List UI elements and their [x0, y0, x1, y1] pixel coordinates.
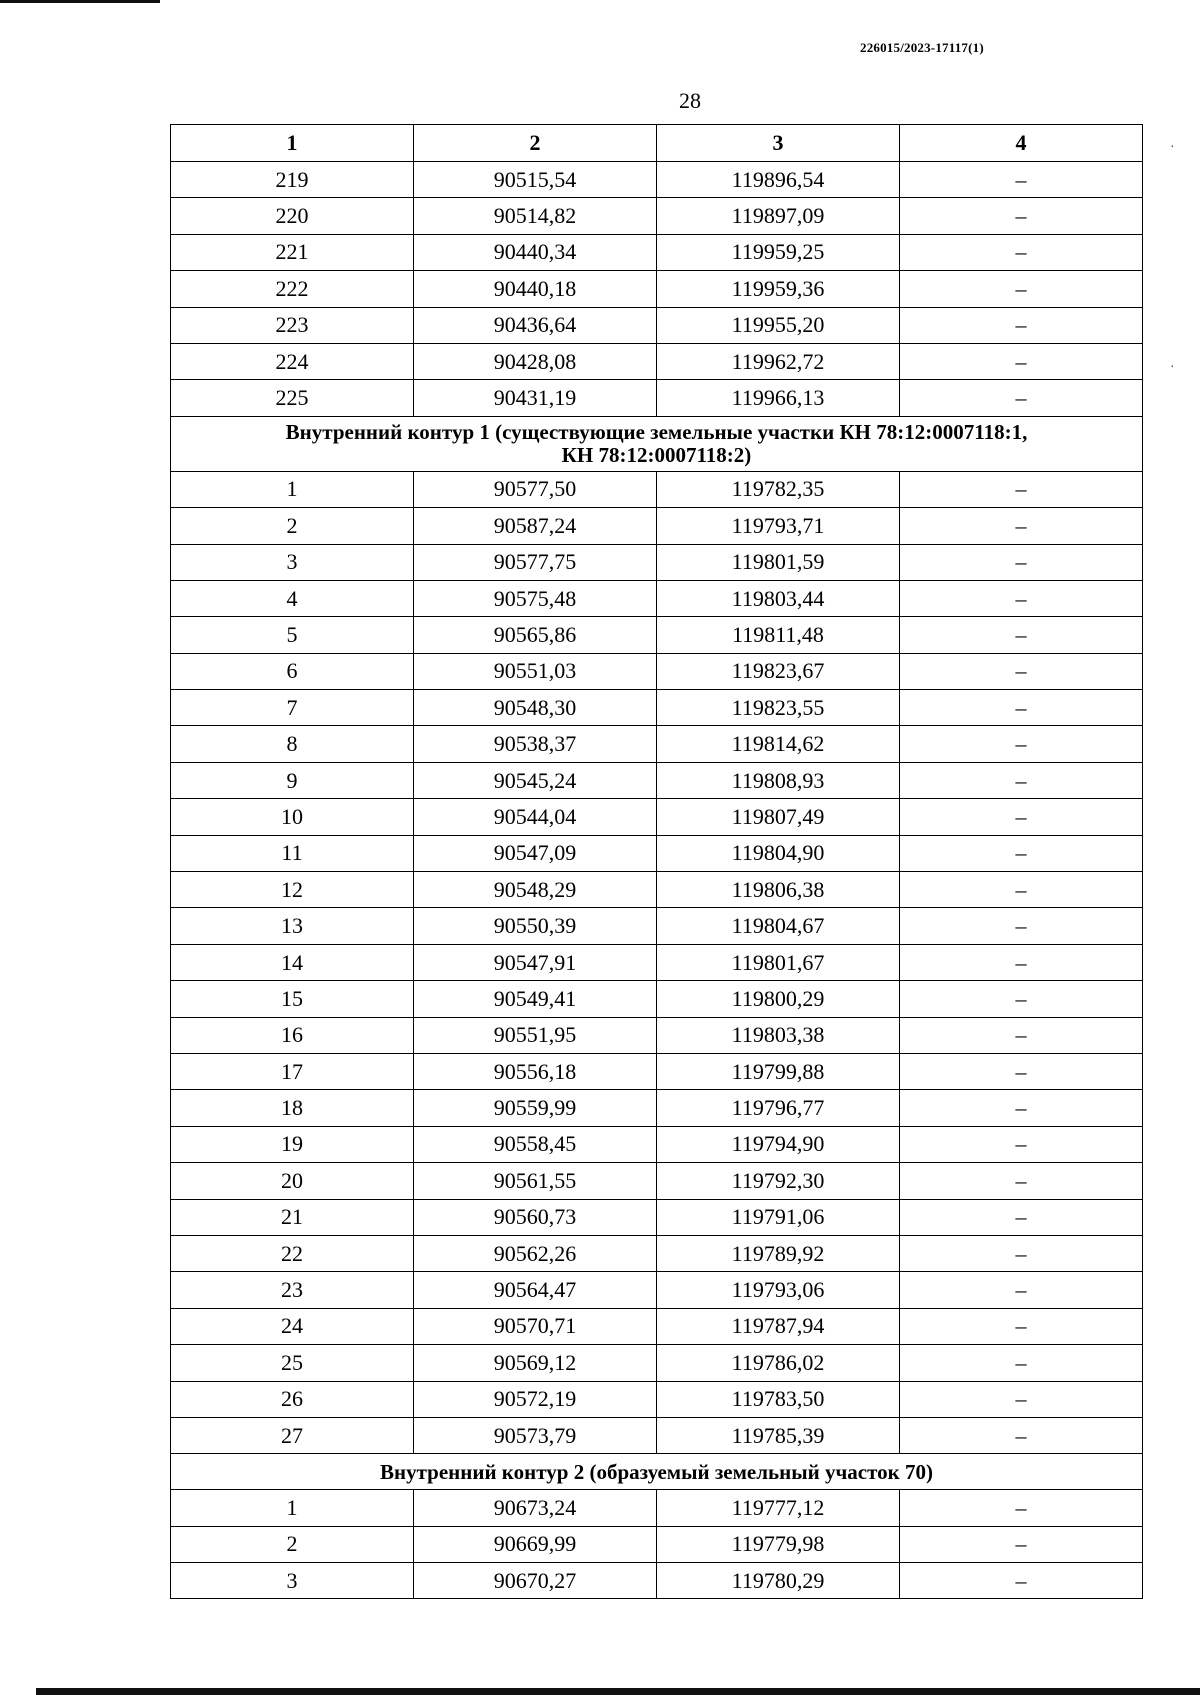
note-cell: – — [900, 872, 1143, 908]
x-coordinate-cell: 90436,64 — [414, 307, 657, 343]
y-coordinate-cell: 119801,59 — [657, 544, 900, 580]
y-coordinate-cell: 119811,48 — [657, 617, 900, 653]
table-row — [171, 617, 1143, 653]
note-cell: – — [900, 198, 1143, 234]
x-coordinate-cell: 90550,39 — [414, 908, 657, 944]
note-cell: – — [900, 1345, 1143, 1381]
note-cell: – — [900, 617, 1143, 653]
note-cell: – — [900, 343, 1143, 379]
x-coordinate-cell: 90560,73 — [414, 1199, 657, 1235]
y-coordinate-cell: 119782,35 — [657, 471, 900, 507]
table-row — [171, 271, 1143, 307]
note-cell: – — [900, 1017, 1143, 1053]
point-number-cell: 6 — [171, 653, 414, 689]
x-coordinate-cell: 90573,79 — [414, 1417, 657, 1453]
x-coordinate-cell: 90558,45 — [414, 1126, 657, 1162]
note-cell: – — [900, 762, 1143, 798]
point-number-cell: 23 — [171, 1272, 414, 1308]
x-coordinate-cell: 90669,99 — [414, 1526, 657, 1562]
note-cell: – — [900, 580, 1143, 616]
margin-dot: · — [1170, 360, 1175, 375]
point-number-cell: 22 — [171, 1235, 414, 1271]
x-coordinate-cell: 90561,55 — [414, 1163, 657, 1199]
x-coordinate-cell: 90440,18 — [414, 271, 657, 307]
y-coordinate-cell: 119791,06 — [657, 1199, 900, 1235]
table-row — [171, 234, 1143, 270]
table-row — [171, 872, 1143, 908]
point-number-cell: 222 — [171, 271, 414, 307]
note-cell: – — [900, 1417, 1143, 1453]
point-number-cell: 26 — [171, 1381, 414, 1417]
table-row — [171, 1017, 1143, 1053]
point-number-cell: 8 — [171, 726, 414, 762]
y-coordinate-cell: 119792,30 — [657, 1163, 900, 1199]
point-number-cell: 12 — [171, 872, 414, 908]
point-number-cell: 5 — [171, 617, 414, 653]
page-number: 28 — [679, 88, 701, 113]
point-number-cell: 225 — [171, 380, 414, 416]
top-edge-line — [0, 0, 160, 3]
note-cell: – — [900, 1272, 1143, 1308]
point-number-cell: 3 — [171, 1563, 414, 1599]
table-row — [171, 981, 1143, 1017]
point-number-cell: 13 — [171, 908, 414, 944]
header-cell: 3 — [657, 125, 900, 162]
x-coordinate-cell: 90562,26 — [414, 1235, 657, 1271]
x-coordinate-cell: 90575,48 — [414, 580, 657, 616]
point-number-cell: 17 — [171, 1053, 414, 1089]
point-number-cell: 223 — [171, 307, 414, 343]
note-cell: – — [900, 1090, 1143, 1126]
point-number-cell: 15 — [171, 981, 414, 1017]
point-number-cell: 2 — [171, 1526, 414, 1562]
y-coordinate-cell: 119785,39 — [657, 1417, 900, 1453]
header-cell: 1 — [171, 125, 414, 162]
x-coordinate-cell: 90548,29 — [414, 872, 657, 908]
y-coordinate-cell: 119962,72 — [657, 343, 900, 379]
note-cell: – — [900, 234, 1143, 270]
table-row — [171, 307, 1143, 343]
x-coordinate-cell: 90670,27 — [414, 1563, 657, 1599]
y-coordinate-cell: 119803,38 — [657, 1017, 900, 1053]
x-coordinate-cell: 90538,37 — [414, 726, 657, 762]
point-number-cell: 3 — [171, 544, 414, 580]
point-number-cell: 27 — [171, 1417, 414, 1453]
x-coordinate-cell: 90551,03 — [414, 653, 657, 689]
y-coordinate-cell: 119803,44 — [657, 580, 900, 616]
x-coordinate-cell: 90572,19 — [414, 1381, 657, 1417]
y-coordinate-cell: 119779,98 — [657, 1526, 900, 1562]
note-cell: – — [900, 944, 1143, 980]
note-cell: – — [900, 1199, 1143, 1235]
table-row — [171, 1272, 1143, 1308]
point-number-cell: 16 — [171, 1017, 414, 1053]
table-row — [171, 944, 1143, 980]
bottom-edge-bar — [36, 1688, 1200, 1695]
x-coordinate-cell: 90556,18 — [414, 1053, 657, 1089]
note-cell: – — [900, 835, 1143, 871]
table-row — [171, 835, 1143, 871]
note-cell: – — [900, 271, 1143, 307]
table-row — [171, 1345, 1143, 1381]
header-cell: 2 — [414, 125, 657, 162]
section-title-line: КН 78:12:0007118:2) — [561, 442, 752, 467]
x-coordinate-cell: 90440,34 — [414, 234, 657, 270]
x-coordinate-cell: 90515,54 — [414, 162, 657, 198]
y-coordinate-cell: 119796,77 — [657, 1090, 900, 1126]
y-coordinate-cell: 119793,06 — [657, 1272, 900, 1308]
note-cell: – — [900, 981, 1143, 1017]
note-cell: – — [900, 307, 1143, 343]
x-coordinate-cell: 90570,71 — [414, 1308, 657, 1344]
table-row — [171, 653, 1143, 689]
note-cell: – — [900, 1490, 1143, 1526]
x-coordinate-cell: 90577,75 — [414, 544, 657, 580]
note-cell: – — [900, 1381, 1143, 1417]
point-number-cell: 219 — [171, 162, 414, 198]
x-coordinate-cell: 90551,95 — [414, 1017, 657, 1053]
coordinates-table — [170, 124, 1143, 1599]
x-coordinate-cell: 90431,19 — [414, 380, 657, 416]
table-row — [171, 1563, 1143, 1599]
point-number-cell: 7 — [171, 690, 414, 726]
point-number-cell: 24 — [171, 1308, 414, 1344]
y-coordinate-cell: 119780,29 — [657, 1563, 900, 1599]
x-coordinate-cell: 90547,91 — [414, 944, 657, 980]
section-header-inner-contour-2 — [171, 1454, 1143, 1490]
point-number-cell: 14 — [171, 944, 414, 980]
y-coordinate-cell: 119786,02 — [657, 1345, 900, 1381]
x-coordinate-cell: 90549,41 — [414, 981, 657, 1017]
x-coordinate-cell: 90428,08 — [414, 343, 657, 379]
point-number-cell: 18 — [171, 1090, 414, 1126]
point-number-cell: 20 — [171, 1163, 414, 1199]
y-coordinate-cell: 119804,90 — [657, 835, 900, 871]
y-coordinate-cell: 119807,49 — [657, 799, 900, 835]
table-row — [171, 1053, 1143, 1089]
y-coordinate-cell: 119814,62 — [657, 726, 900, 762]
y-coordinate-cell: 119804,67 — [657, 908, 900, 944]
table-row — [171, 1235, 1143, 1271]
y-coordinate-cell: 119896,54 — [657, 162, 900, 198]
note-cell: – — [900, 1053, 1143, 1089]
table-row — [171, 1308, 1143, 1344]
point-number-cell: 4 — [171, 580, 414, 616]
y-coordinate-cell: 119823,67 — [657, 653, 900, 689]
table-row — [171, 580, 1143, 616]
x-coordinate-cell: 90548,30 — [414, 690, 657, 726]
x-coordinate-cell: 90545,24 — [414, 762, 657, 798]
y-coordinate-cell: 119783,50 — [657, 1381, 900, 1417]
margin-dot: · — [1170, 140, 1175, 155]
y-coordinate-cell: 119808,93 — [657, 762, 900, 798]
table-body — [171, 162, 1143, 1599]
x-coordinate-cell: 90587,24 — [414, 508, 657, 544]
header-cell: 4 — [900, 125, 1143, 162]
section-title — [171, 1454, 1143, 1490]
point-number-cell: 25 — [171, 1345, 414, 1381]
header-row — [171, 125, 1143, 162]
table-row — [171, 908, 1143, 944]
table-row — [171, 1526, 1143, 1562]
note-cell: – — [900, 1308, 1143, 1344]
table-row — [171, 1090, 1143, 1126]
point-number-cell: 1 — [171, 1490, 414, 1526]
table-row — [171, 762, 1143, 798]
table-row — [171, 1126, 1143, 1162]
point-number-cell: 224 — [171, 343, 414, 379]
note-cell: – — [900, 726, 1143, 762]
point-number-cell: 2 — [171, 508, 414, 544]
point-number-cell: 220 — [171, 198, 414, 234]
note-cell: – — [900, 1163, 1143, 1199]
point-number-cell: 10 — [171, 799, 414, 835]
point-number-cell: 11 — [171, 835, 414, 871]
table-row — [171, 198, 1143, 234]
note-cell: – — [900, 471, 1143, 507]
y-coordinate-cell: 119806,38 — [657, 872, 900, 908]
note-cell: – — [900, 1235, 1143, 1271]
y-coordinate-cell: 119793,71 — [657, 508, 900, 544]
note-cell: – — [900, 544, 1143, 580]
note-cell: – — [900, 508, 1143, 544]
point-number-cell: 1 — [171, 471, 414, 507]
table-row — [171, 690, 1143, 726]
note-cell: – — [900, 690, 1143, 726]
table-row — [171, 471, 1143, 507]
table-row — [171, 1199, 1143, 1235]
section-title-line: Внутренний контур 1 (существующие земельные участки КН 78:12:0007118:1, — [285, 419, 1028, 444]
note-cell: – — [900, 1563, 1143, 1599]
point-number-cell: 21 — [171, 1199, 414, 1235]
y-coordinate-cell: 119777,12 — [657, 1490, 900, 1526]
table-row — [171, 162, 1143, 198]
x-coordinate-cell: 90569,12 — [414, 1345, 657, 1381]
table-row — [171, 726, 1143, 762]
x-coordinate-cell: 90544,04 — [414, 799, 657, 835]
y-coordinate-cell: 119959,36 — [657, 271, 900, 307]
table-row — [171, 343, 1143, 379]
table-row — [171, 1490, 1143, 1526]
note-cell: – — [900, 908, 1143, 944]
x-coordinate-cell: 90559,99 — [414, 1090, 657, 1126]
x-coordinate-cell: 90565,86 — [414, 617, 657, 653]
note-cell: – — [900, 380, 1143, 416]
y-coordinate-cell: 119801,67 — [657, 944, 900, 980]
note-cell: – — [900, 162, 1143, 198]
note-cell: – — [900, 653, 1143, 689]
table-row — [171, 508, 1143, 544]
note-cell: – — [900, 1126, 1143, 1162]
y-coordinate-cell: 119799,88 — [657, 1053, 900, 1089]
x-coordinate-cell: 90577,50 — [414, 471, 657, 507]
section-title-line: Внутренний контур 2 (образуемый земельный участок 70) — [379, 1459, 934, 1484]
y-coordinate-cell: 119959,25 — [657, 234, 900, 270]
point-number-cell: 221 — [171, 234, 414, 270]
note-cell: – — [900, 1526, 1143, 1562]
y-coordinate-cell: 119800,29 — [657, 981, 900, 1017]
y-coordinate-cell: 119794,90 — [657, 1126, 900, 1162]
y-coordinate-cell: 119966,13 — [657, 380, 900, 416]
point-number-cell: 9 — [171, 762, 414, 798]
x-coordinate-cell: 90564,47 — [414, 1272, 657, 1308]
table-row — [171, 1417, 1143, 1453]
point-number-cell: 19 — [171, 1126, 414, 1162]
table-row — [171, 1163, 1143, 1199]
section-header-inner-contour-1 — [171, 416, 1143, 471]
table-row — [171, 544, 1143, 580]
x-coordinate-cell: 90547,09 — [414, 835, 657, 871]
x-coordinate-cell: 90514,82 — [414, 198, 657, 234]
note-cell: – — [900, 799, 1143, 835]
table-row — [171, 380, 1143, 416]
y-coordinate-cell: 119787,94 — [657, 1308, 900, 1344]
section-title — [171, 416, 1143, 471]
y-coordinate-cell: 119955,20 — [657, 307, 900, 343]
y-coordinate-cell: 119897,09 — [657, 198, 900, 234]
y-coordinate-cell: 119823,55 — [657, 690, 900, 726]
x-coordinate-cell: 90673,24 — [414, 1490, 657, 1526]
table-row — [171, 1381, 1143, 1417]
table-row — [171, 799, 1143, 835]
document-id: 226015/2023-17117(1) — [860, 40, 984, 55]
y-coordinate-cell: 119789,92 — [657, 1235, 900, 1271]
